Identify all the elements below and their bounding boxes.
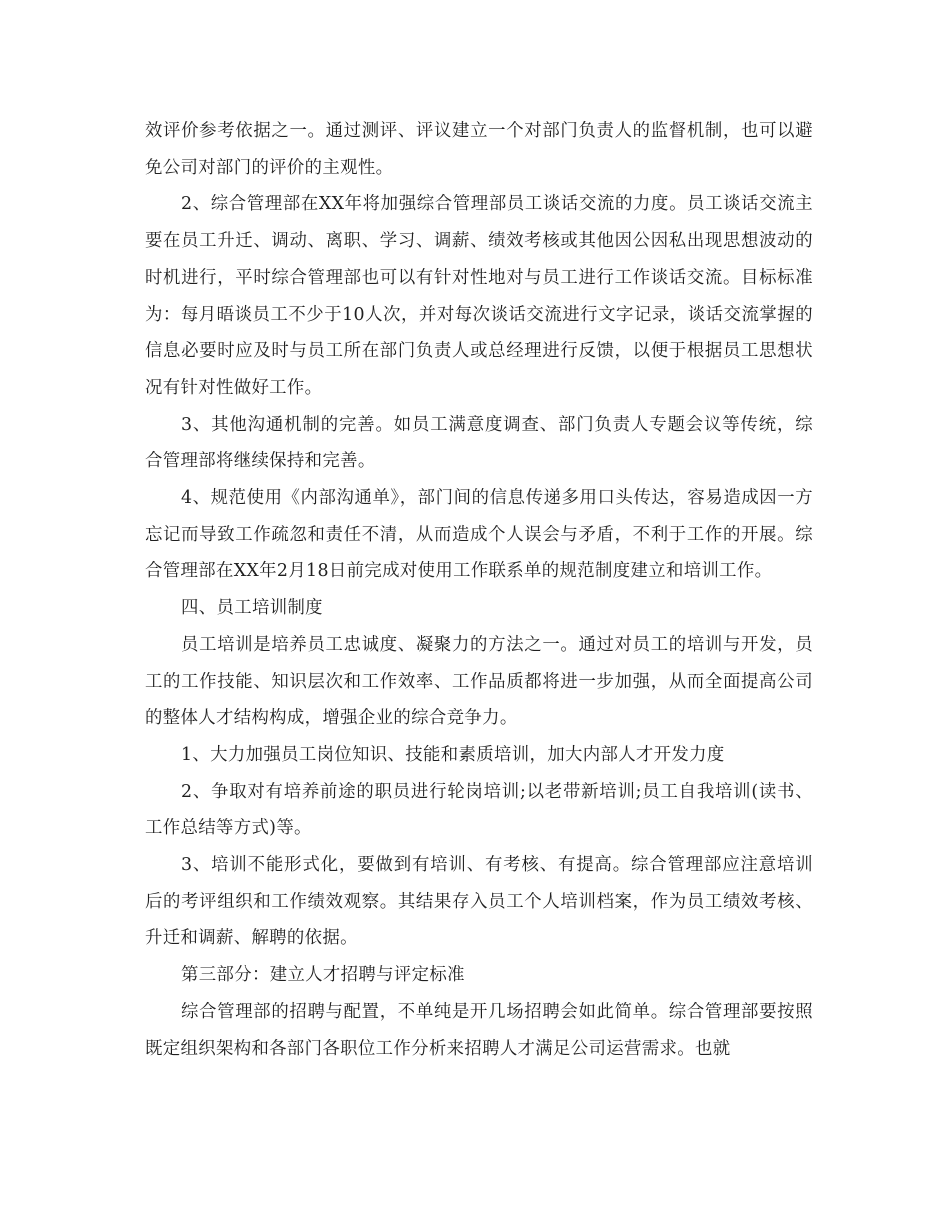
paragraph-training-item-1: 1、大力加强员工岗位知识、技能和素质培训，加大内部人才开发力度 bbox=[181, 744, 725, 765]
paragraph-internal-communication-form: 4、规范使用《内部沟通单》，部门间的信息传递多用口头传达，容易造成因一方忘记而导致工作疏忽和责任不清，从而造成个人误会与矛盾，不利于工作的开展。综合管理部在XX年2月18日前完成对使用工作联系单的规范制度建立和培训工作。 bbox=[145, 488, 813, 582]
paragraph-evaluation-basis: 效评价参考依据之一。通过测评、评议建立一个对部门负责人的监督机制，也可以避免公司对部门的评价的主观性。 bbox=[145, 121, 813, 178]
section-heading-training-system: 四、员工培训制度 bbox=[181, 598, 323, 619]
paragraph-training-intro: 员工培训是培养员工忠诚度、凝聚力的方法之一。通过对员工的培训与开发，员工的工作技能、知识层次和工作效率、工作品质都将进一步加强，从而全面提高公司的整体人才结构构成，增强企业的综合竞争力。 bbox=[145, 634, 813, 729]
paragraph-recruitment: 综合管理部的招聘与配置，不单纯是开几场招聘会如此简单。综合管理部要按照既定组织架构和各部门各职位工作分析来招聘人才满足公司运营需求。也就 bbox=[145, 1001, 813, 1059]
paragraph-training-item-2: 2、争取对有培养前途的职员进行轮岗培训;以老带新培训;员工自我培训(读书、工作总结等方式)等。 bbox=[145, 781, 813, 839]
section-heading-part-three: 第三部分：建立人才招聘与评定标准 bbox=[181, 965, 465, 986]
document-body bbox=[145, 113, 813, 1067]
paragraph-other-communication: 3、其他沟通机制的完善。如员工满意度调查、部门负责人专题会议等传统，综合管理部将继续保持和完善。 bbox=[145, 414, 813, 472]
paragraph-employee-talks: 2、综合管理部在XX年将加强综合管理部员工谈话交流的力度。员工谈话交流主要在员工升迁、调动、离职、学习、调薪、绩效考核或其他因公因私出现思想波动的时机进行，平时综合管理部也可以有针对性地对与员工进行工作谈话交流。目标标准为：每月晤谈员工不少于10人次，并对每次谈话交流进行文字记录，谈话交流掌握的信息必要时应及时与员工所在部门负责人或总经理进行反馈，以便于根据员工思想状况有针对性做好工作。 bbox=[145, 194, 813, 398]
paragraph-training-item-3: 3、培训不能形式化，要做到有培训、有考核、有提高。综合管理部应注意培训后的考评组织和工作绩效观察。其结果存入员工个人培训档案，作为员工绩效考核、升迁和调薪、解聘的依据。 bbox=[145, 855, 813, 949]
